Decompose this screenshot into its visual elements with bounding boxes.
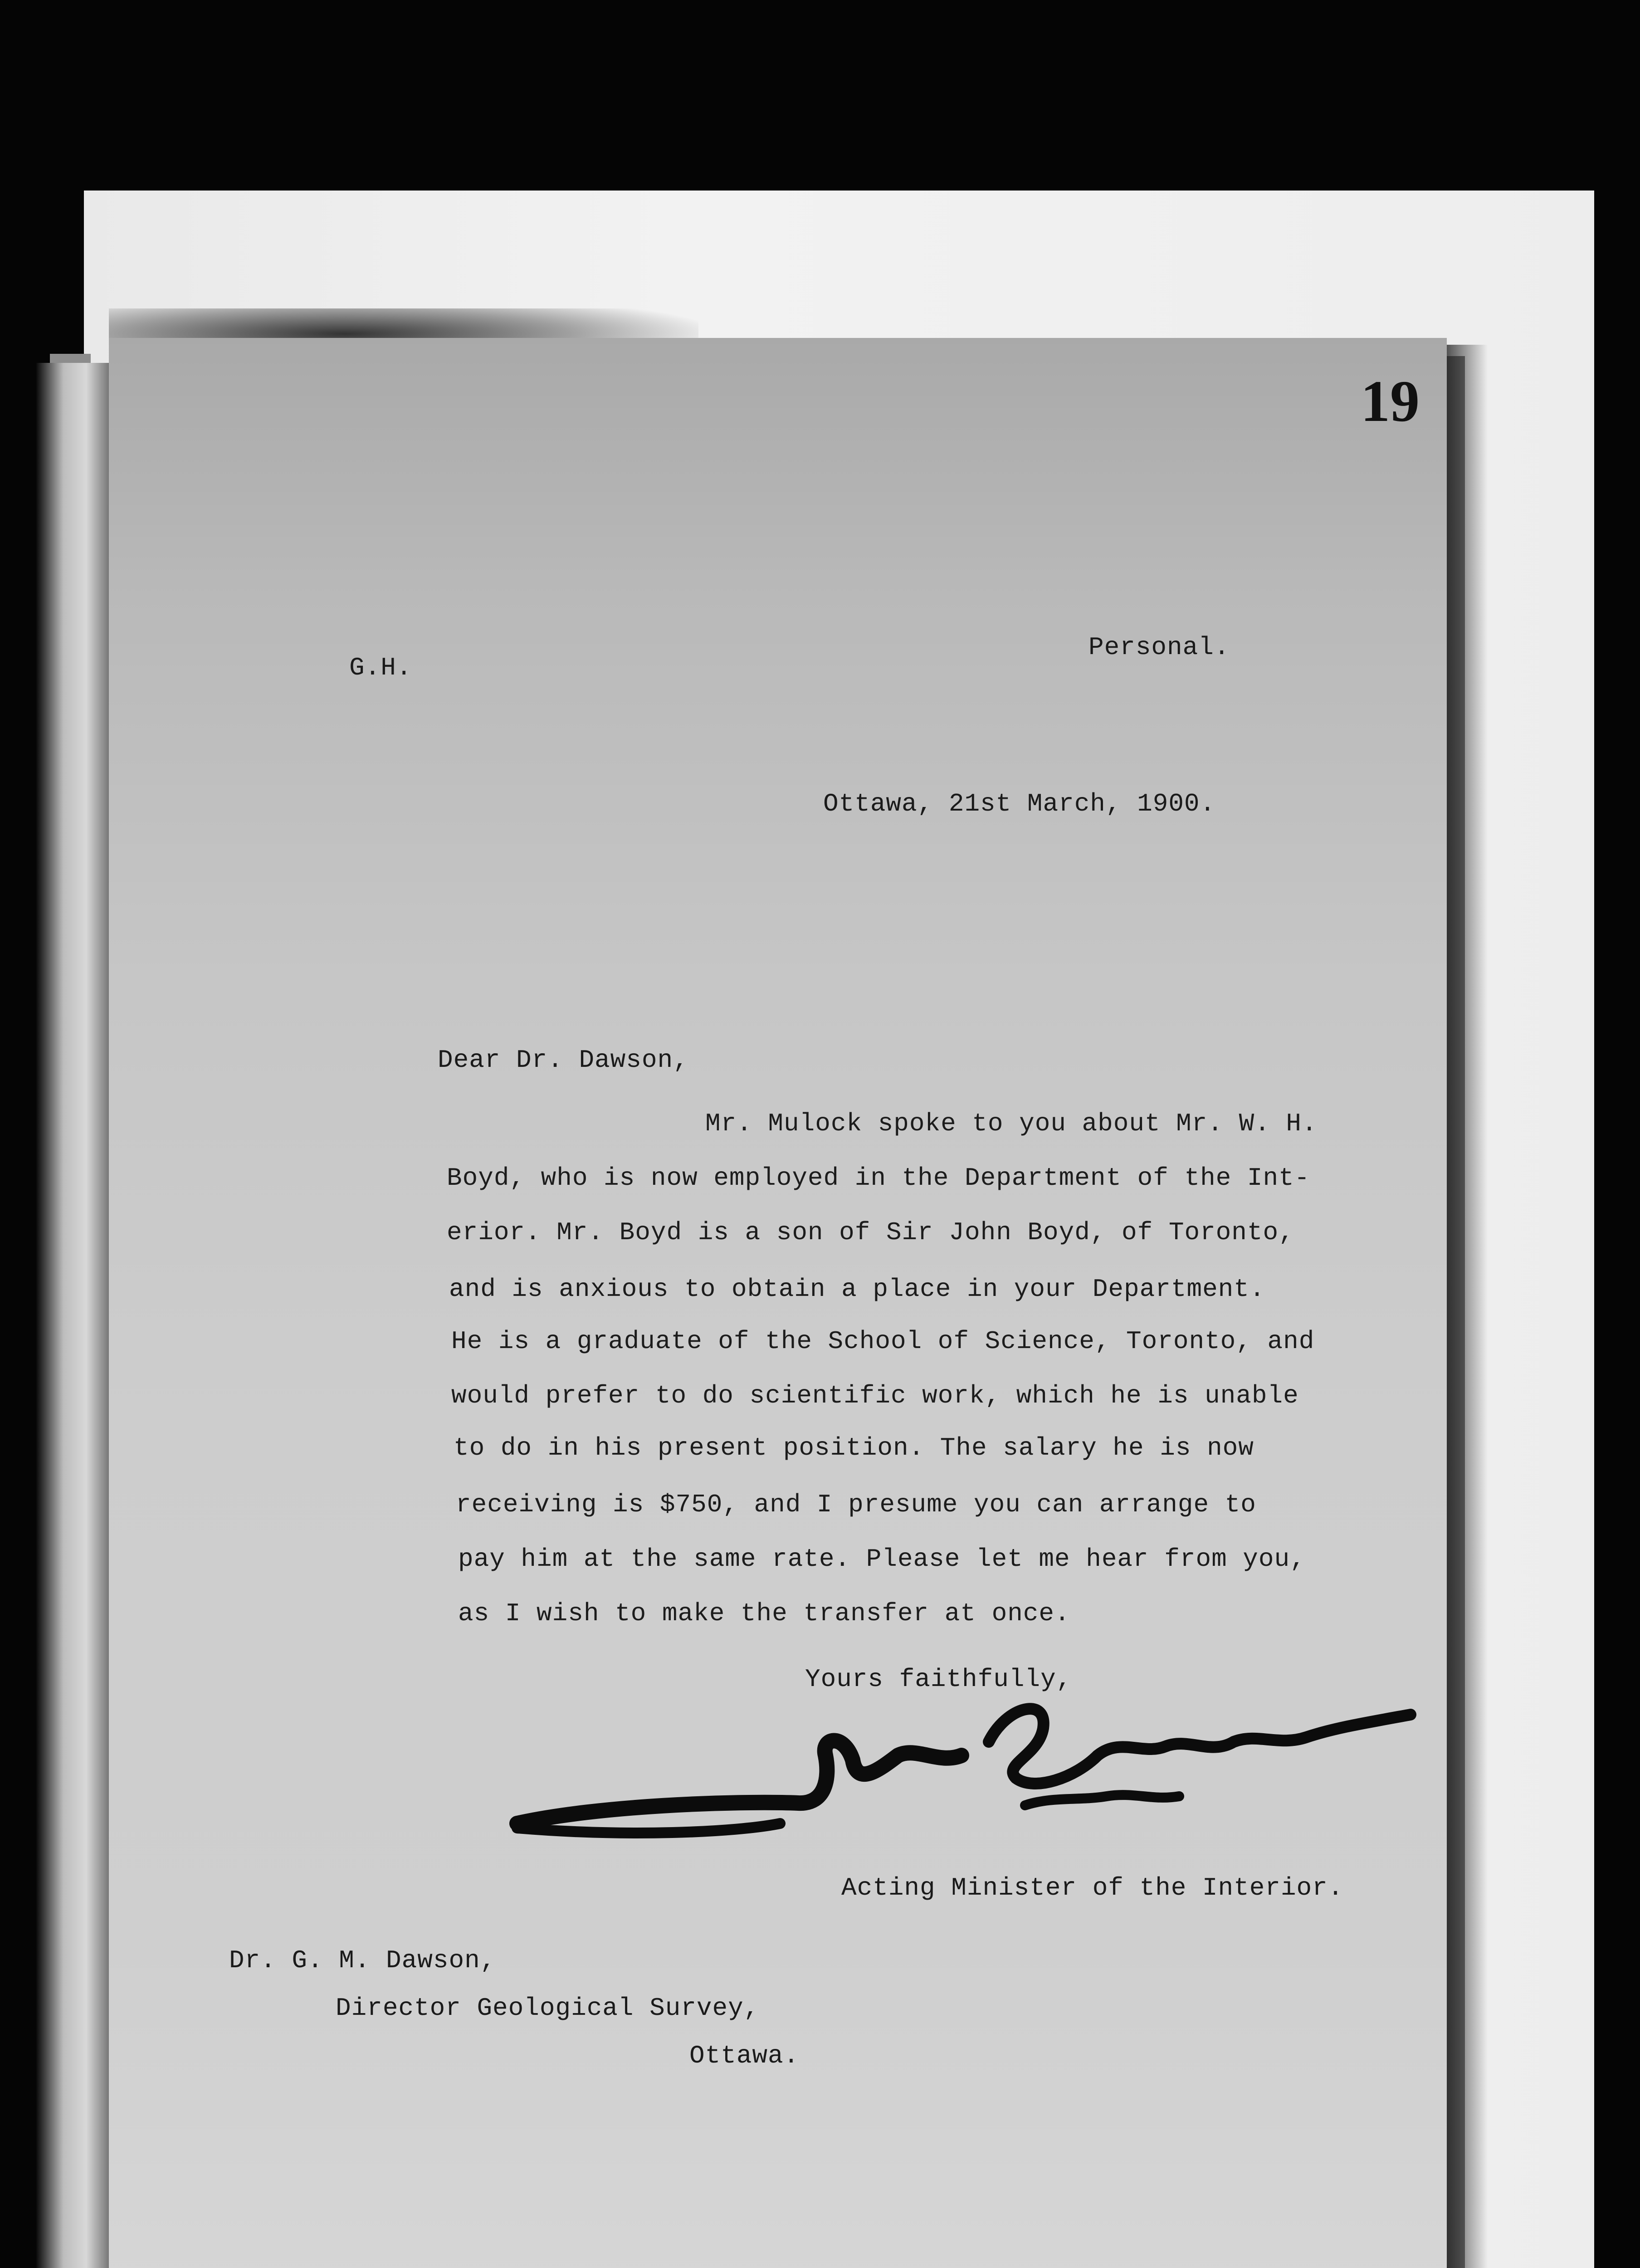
personal-marking: Personal. bbox=[1088, 633, 1230, 662]
body-line: as I wish to make the transfer at once. bbox=[458, 1599, 1070, 1628]
closing: Yours faithfully, bbox=[805, 1665, 1072, 1694]
initials: G.H. bbox=[349, 653, 412, 682]
body-line: erior. Mr. Boyd is a son of Sir John Boyd, of Toronto, bbox=[447, 1218, 1294, 1247]
body-line: Mr. Mulock spoke to you about Mr. W. H. bbox=[705, 1109, 1318, 1138]
body-line: receiving is $750, and I presume you can arrange to bbox=[456, 1490, 1256, 1519]
body-line: would prefer to do scientific work, which he is unable bbox=[451, 1381, 1299, 1410]
body-line: and is anxious to obtain a place in your Department. bbox=[449, 1275, 1265, 1304]
address-line-3: Ottawa. bbox=[689, 2041, 800, 2070]
signature bbox=[508, 1687, 1433, 1878]
date-line: Ottawa, 21st March, 1900. bbox=[823, 789, 1216, 818]
salutation: Dear Dr. Dawson, bbox=[438, 1046, 689, 1075]
address-line-1: Dr. G. M. Dawson, bbox=[229, 1946, 496, 1975]
body-line: He is a graduate of the School of Science, Toronto, and bbox=[451, 1327, 1315, 1356]
body-line: pay him at the same rate. Please let me hear from you, bbox=[458, 1545, 1306, 1574]
page-number: 19 bbox=[1361, 369, 1420, 434]
address-line-2: Director Geological Survey, bbox=[336, 1994, 760, 2023]
signature-text: James Sutherland bbox=[508, 1687, 512, 1688]
body-line: Boyd, who is now employed in the Department of the Int- bbox=[447, 1163, 1310, 1193]
signer-title: Acting Minister of the Interior. bbox=[841, 1873, 1344, 1902]
body-line: to do in his present position. The salary he is now bbox=[454, 1433, 1254, 1462]
